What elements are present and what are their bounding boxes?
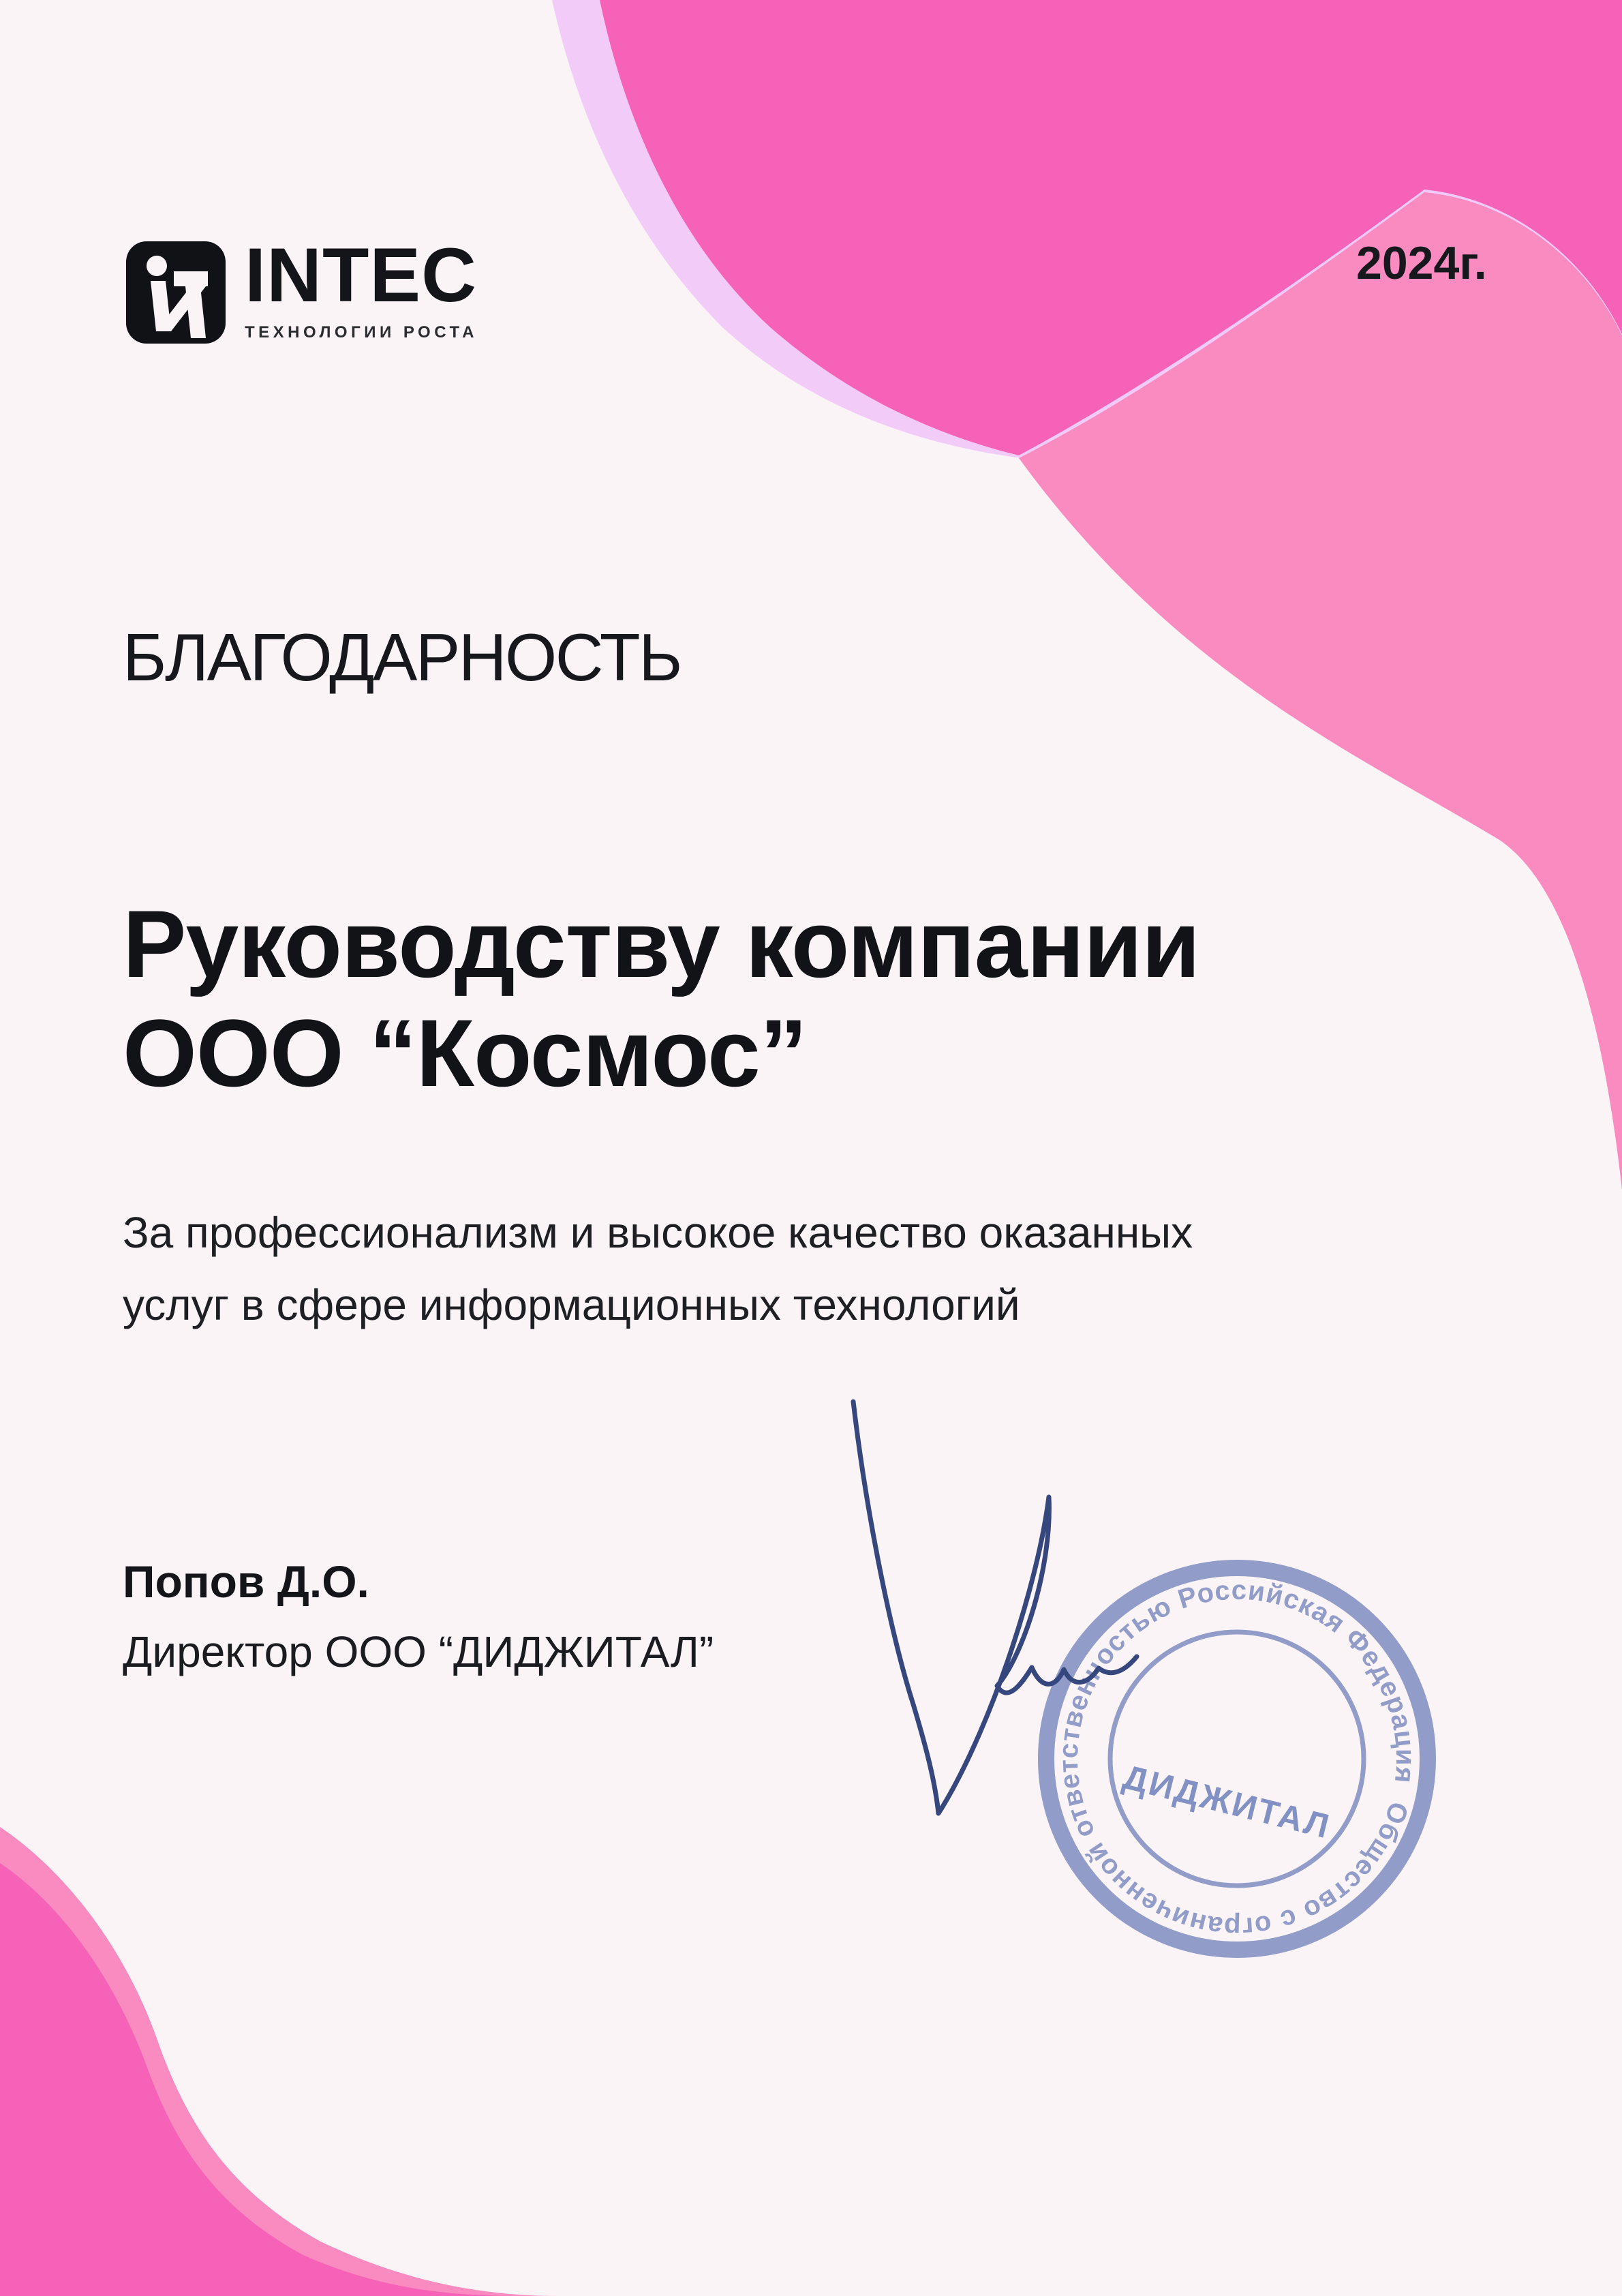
signer-name: Попов Д.О. [123,1556,369,1607]
recipient-title-line1: Руководству компании [123,890,1200,997]
description-line2: услуг в сфере информационных технологий [123,1280,1020,1329]
description-text [123,1196,1193,1341]
logo-text-block [245,232,478,344]
signer-role: Директор ООО “ДИДЖИТАЛ” [123,1627,714,1676]
signature-scribble [838,1384,1165,1841]
intec-monogram-icon [126,241,226,344]
year-label: 2024г. [1356,237,1487,289]
description-line1: За профессионализм и высокое качество оказанных [123,1208,1193,1257]
recipient-title-line2: ООО “Космос” [123,999,807,1106]
signature-stroke [853,1402,1137,1813]
stamp-ring-text: Общество с ограниченной ответственностью Российская Федерация [1053,1575,1421,1943]
recipient-title [123,890,1199,1108]
stamp-center-text: ДИДЖИТАЛ [1119,1757,1335,1846]
brand-tagline: ТЕХНОЛОГИИ РОСТА [245,323,478,342]
brand-logo [126,232,478,344]
gratitude-heading: БЛАГОДАРНОСТЬ [123,620,681,695]
brand-name: INTEC [245,232,477,318]
